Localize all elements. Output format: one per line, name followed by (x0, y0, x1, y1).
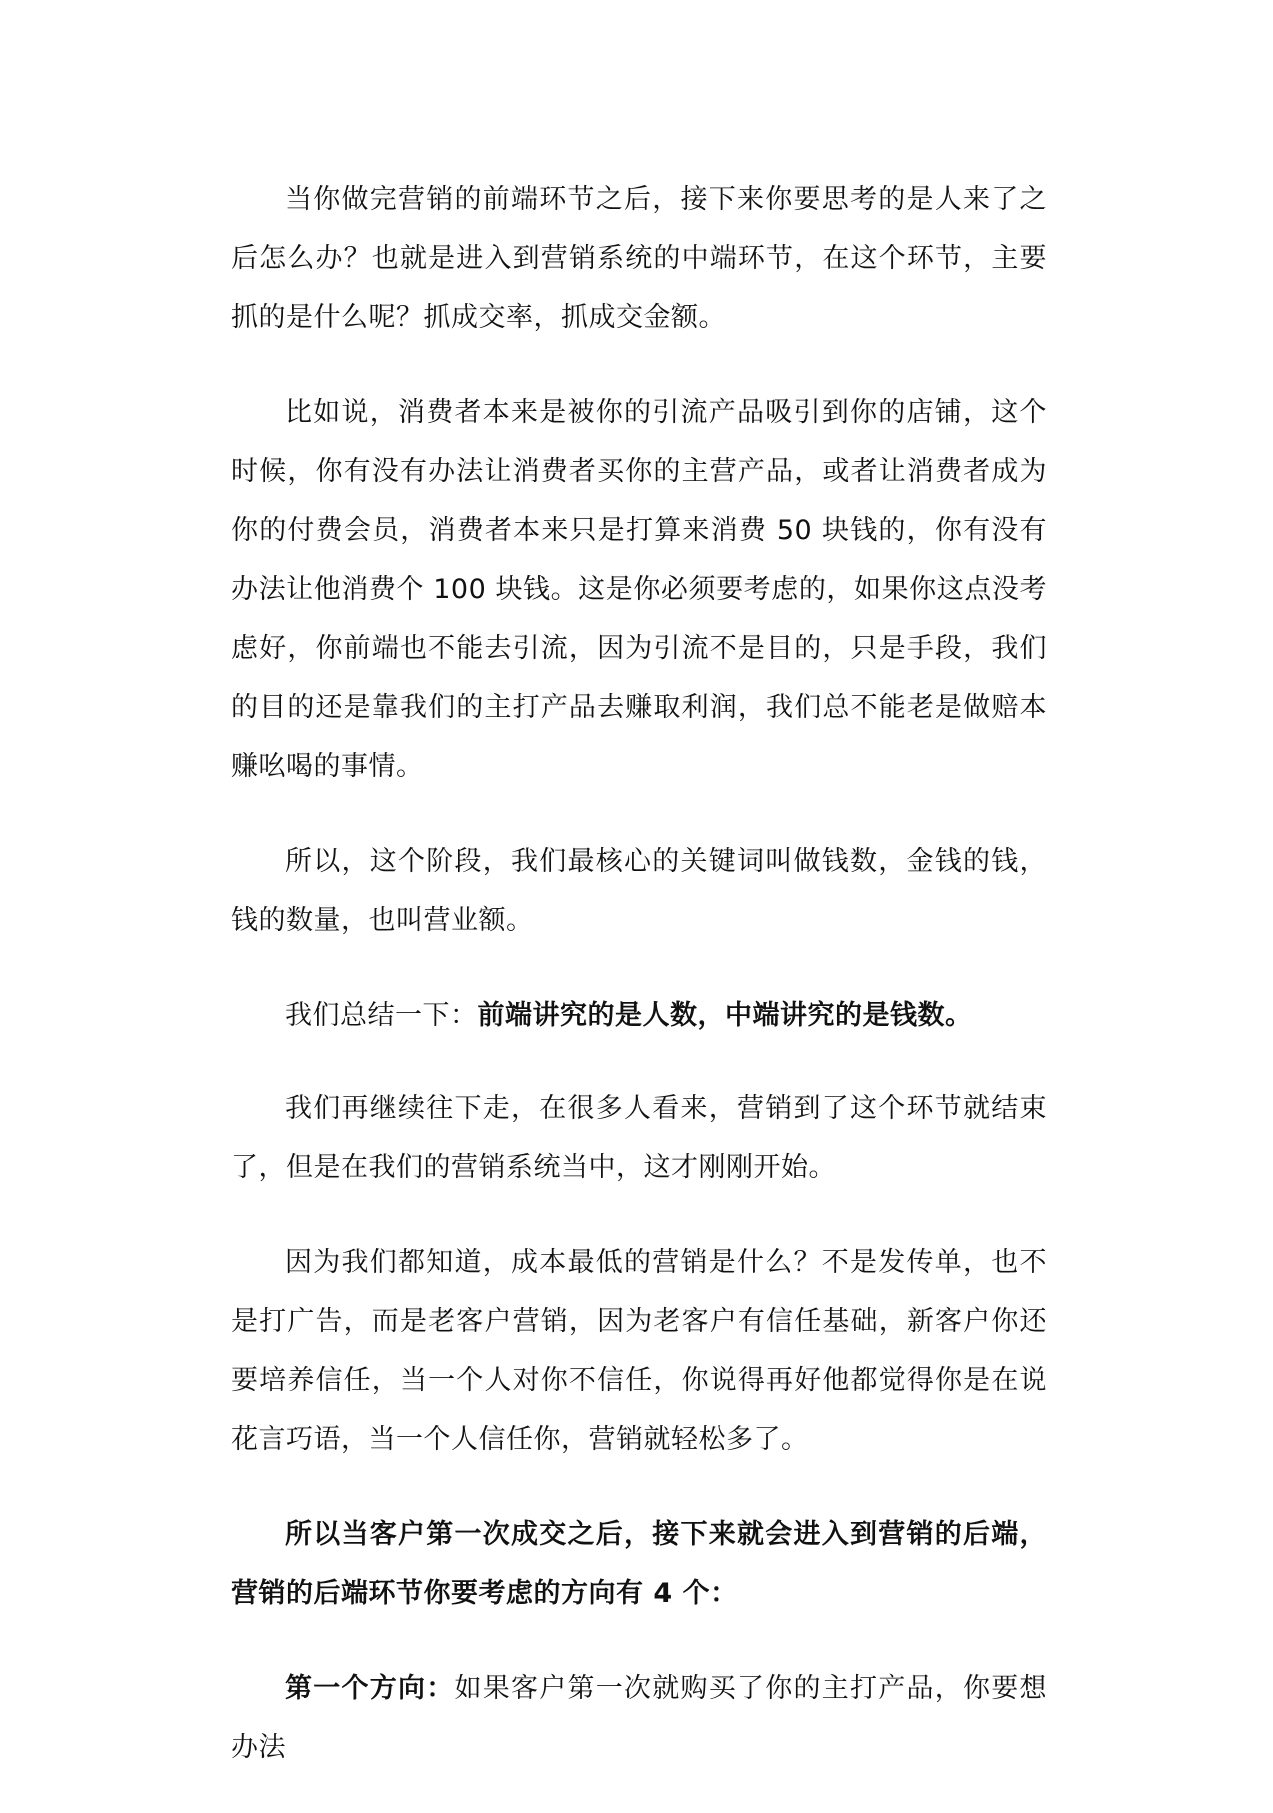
backend-intro-paragraph (231, 1505, 1047, 1623)
paragraph-3-text: 所以，这个阶段，我们最核心的关键词叫做钱数，金钱的钱，钱的数量，也叫营业额。 (231, 846, 1047, 936)
paragraph-6-text: 因为我们都知道，成本最低的营销是什么？不是发传单，也不是打广告，而是老客户营销，因为老客户有信任基础，新客户你还要培养信任，当一个人对你不信任，你说得再好他都觉得你是在说花言巧语，当一个人信任你，营销就轻松多了。 (231, 1247, 1047, 1455)
document-page (231, 170, 1047, 1813)
paragraph-3 (231, 832, 1047, 950)
backend-intro-text: 所以当客户第一次成交之后，接下来就会进入到营销的后端，营销的后端环节你要考虑的方向有 4 个： (231, 1519, 1047, 1609)
paragraph-1-text: 当你做完营销的前端环节之后，接下来你要思考的是人来了之后怎么办？也就是进入到营销系统的中端环节，在这个环节，主要抓的是什么呢？抓成交率，抓成交金额。 (231, 184, 1047, 333)
paragraph-5-text: 我们再继续往下走，在很多人看来，营销到了这个环节就结束了，但是在我们的营销系统当中，这才刚刚开始。 (231, 1093, 1047, 1183)
paragraph-6 (231, 1233, 1047, 1469)
first-direction-paragraph (231, 1659, 1047, 1777)
summary-lead: 我们总结一下： (285, 1000, 478, 1031)
paragraph-5 (231, 1079, 1047, 1197)
paragraph-2 (231, 383, 1047, 796)
paragraph-1 (231, 170, 1047, 347)
summary-paragraph (231, 986, 1047, 1045)
summary-emphasis: 前端讲究的是人数，中端讲究的是钱数。 (477, 1000, 973, 1031)
first-direction-lead: 第一个方向： (285, 1673, 455, 1704)
paragraph-2-text: 比如说，消费者本来是被你的引流产品吸引到你的店铺，这个时候，你有没有办法让消费者买你的主营产品，或者让消费者成为你的付费会员，消费者本来只是打算来消费 50 块钱的，你有没有办法让他消费个 100 块钱。这是你必须要考虑的，如果你这点没考虑好，你前端也不能去引流，因为引流不是目的，只是手段，我们的目的还是靠我们的主打产品去赚取利润，我们总不能老是做赔本赚吆喝的事情。 (231, 397, 1047, 782)
first-direction-text: 如果客户第一次就购买了你的主打产品，你要想办法 (231, 1673, 1047, 1763)
